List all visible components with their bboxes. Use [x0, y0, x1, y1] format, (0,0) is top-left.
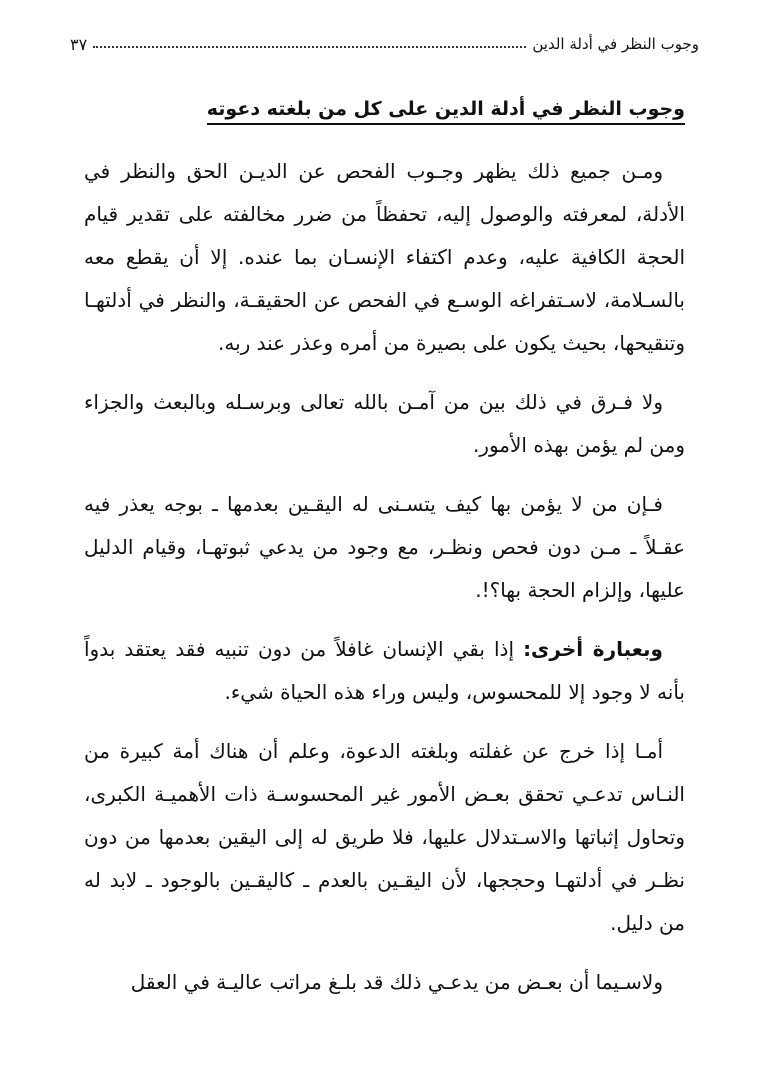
- paragraph-2: [84, 381, 685, 467]
- paragraph-3: [84, 483, 685, 612]
- paragraph-1: [84, 150, 685, 365]
- paragraph-6: [84, 961, 685, 1004]
- page-number: ٣٧: [70, 34, 88, 54]
- paragraph-5: [84, 730, 685, 945]
- paragraph-text: إذا بقي الإنسان غافلاً من دون تنبيه فقد يعتقد بدواً بأنه لا وجود إلا للمحسوس، وليس وراء هذه الحياة شيء.: [84, 637, 685, 704]
- section-title-text: وجوب النظر في أدلة الدين على كل من بلغته دعوته: [207, 98, 685, 125]
- body-text: [84, 150, 685, 1004]
- running-header: [70, 30, 699, 58]
- paragraph-lead: وبعبارة أخرى:: [523, 637, 663, 661]
- header-dot-leader: [93, 46, 526, 48]
- header-title: وجوب النظر في أدلة الدين: [532, 35, 699, 53]
- paragraph-text: أمـا إذا خرج عن غفلته وبلغته الدعوة، وعلم أن هناك أمة كبيرة من النـاس تدعـي تحقق بعـض الأمور غير المحسوسـة ذات الأهميـة الكبرى، وتحاول إثباتها والاسـتدلال عليها، فلا طريق له إلى اليقين بعدمها من دون نظـر في أدلتهـا وحججها، لأن اليقـين بالعدم ـ كاليقـين بالوجود ـ لابد له من دليل.: [84, 739, 685, 935]
- section-title: [200, 98, 685, 120]
- paragraph-4: [84, 628, 685, 714]
- paragraph-text: ومـن جميع ذلك يظهر وجـوب الفحص عن الديـن الحق والنظر في الأدلة، لمعرفته والوصول إليه، تحفظاً من ضرر مخالفته على تقدير قيام الحجة الكافية عليه، وعدم اكتفاء الإنسـان بما عنده. إلا أن يقطع معه بالسـلامة، لاسـتفراغه الوسـع في الفحص عن الحقيقـة، والنظر في أدلتهـا وتنقيحها، بحيث يكون على بصيرة من أمره وعذر عند ربه.: [84, 159, 685, 355]
- paragraph-text: ولا فـرق في ذلك بين من آمـن بالله تعالى وبرسـله وبالبعث والجزاء ومن لم يؤمن بهذه الأمور.: [84, 390, 685, 457]
- paragraph-text: ولاسـيما أن بعـض من يدعـي ذلك قد بلـغ مراتب عاليـة في العقل: [130, 970, 663, 994]
- paragraph-text: فـإن من لا يؤمن بها كيف يتسـنى له اليقـين بعدمها ـ بوجه يعذر فيه عقـلاً ـ مـن دون فحص ونظـر، مع وجود من يدعي ثبوتهـا، وقيام الدليل عليها، وإلزام الحجة بها؟!.: [84, 492, 685, 602]
